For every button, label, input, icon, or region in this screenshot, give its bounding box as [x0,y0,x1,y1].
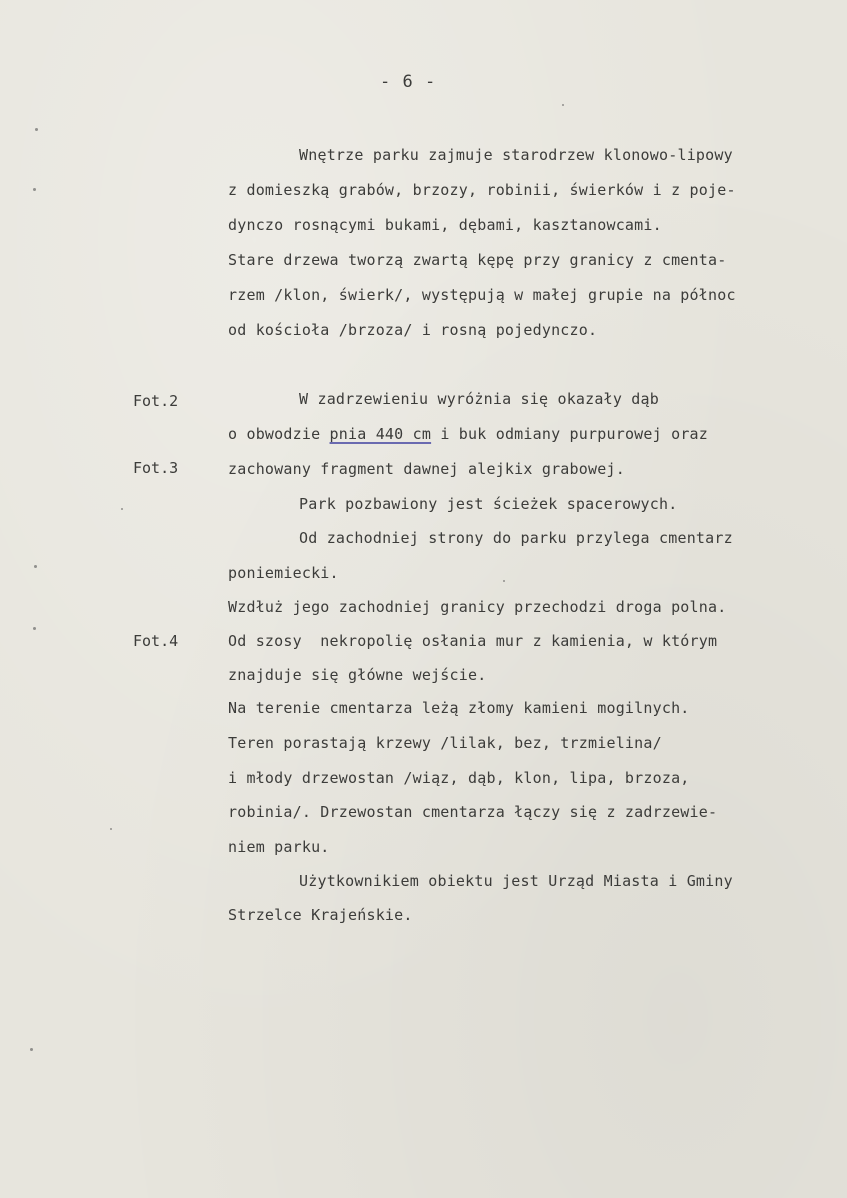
margin-note-fot4: Fot.4 [133,632,179,650]
text-segment: o obwodzie [228,425,330,443]
text-line: znajduje się główne wejście. [228,666,487,684]
text-segment: i buk odmiany purpurowej oraz [431,425,709,443]
text-line: Strzelce Krajeńskie. [228,906,413,924]
scan-speck [110,828,112,830]
text-line: Na terenie cmentarza leżą złomy kamieni mogilnych. [228,699,690,717]
scan-speck [33,627,36,630]
text-line: poniemiecki. [228,564,339,582]
text-line: Teren porastają krzewy /lilak, bez, trzmielina/ [228,734,662,752]
text-line: robinia/. Drzewostan cmentarza łączy się z zadrzewie- [228,803,718,821]
scan-speck [30,1048,33,1051]
text-line: Od zachodniej strony do parku przylega cmentarz [299,529,733,547]
margin-note-fot2: Fot.2 [133,392,179,410]
text-line: Wnętrze parku zajmuje starodrzew klonowo-lipowy [299,146,733,164]
text-line: od kościoła /brzoza/ i rosną pojedynczo. [228,321,598,339]
scan-speck [562,104,564,106]
text-line: niem parku. [228,838,330,856]
text-line: Użytkownikiem obiektu jest Urząd Miasta i Gminy [299,872,733,890]
scan-speck [121,508,123,510]
scan-speck [35,128,38,131]
text-line: z domieszką grabów, brzozy, robinii, świerków i z poje- [228,181,736,199]
text-line: Stare drzewa tworzą zwartą kępę przy granicy z cmenta- [228,251,727,269]
scan-speck [503,580,505,582]
text-line: Park pozbawiony jest ścieżek spacerowych. [299,495,678,513]
scan-speck [33,188,36,191]
text-line: zachowany fragment dawnej alejkix grabowej. [228,460,625,478]
underlined-text: pnia 440 cm [329,425,432,443]
text-line: dynczo rosnącymi bukami, dębami, kasztanowcami. [228,216,662,234]
text-line: Od szosy nekropolię osłania mur z kamienia, w którym [228,632,718,650]
text-line: W zadrzewieniu wyróżnia się okazały dąb [299,390,659,408]
text-line: rzem /klon, świerk/, występują w małej grupie na północ [228,286,736,304]
page-number: - 6 - [380,72,437,92]
text-line [228,425,708,443]
margin-note-fot3: Fot.3 [133,459,179,477]
scan-speck [34,565,37,568]
text-line: Wzdłuż jego zachodniej granicy przechodzi droga polna. [228,598,727,616]
text-line: i młody drzewostan /wiąz, dąb, klon, lipa, brzoza, [228,769,690,787]
